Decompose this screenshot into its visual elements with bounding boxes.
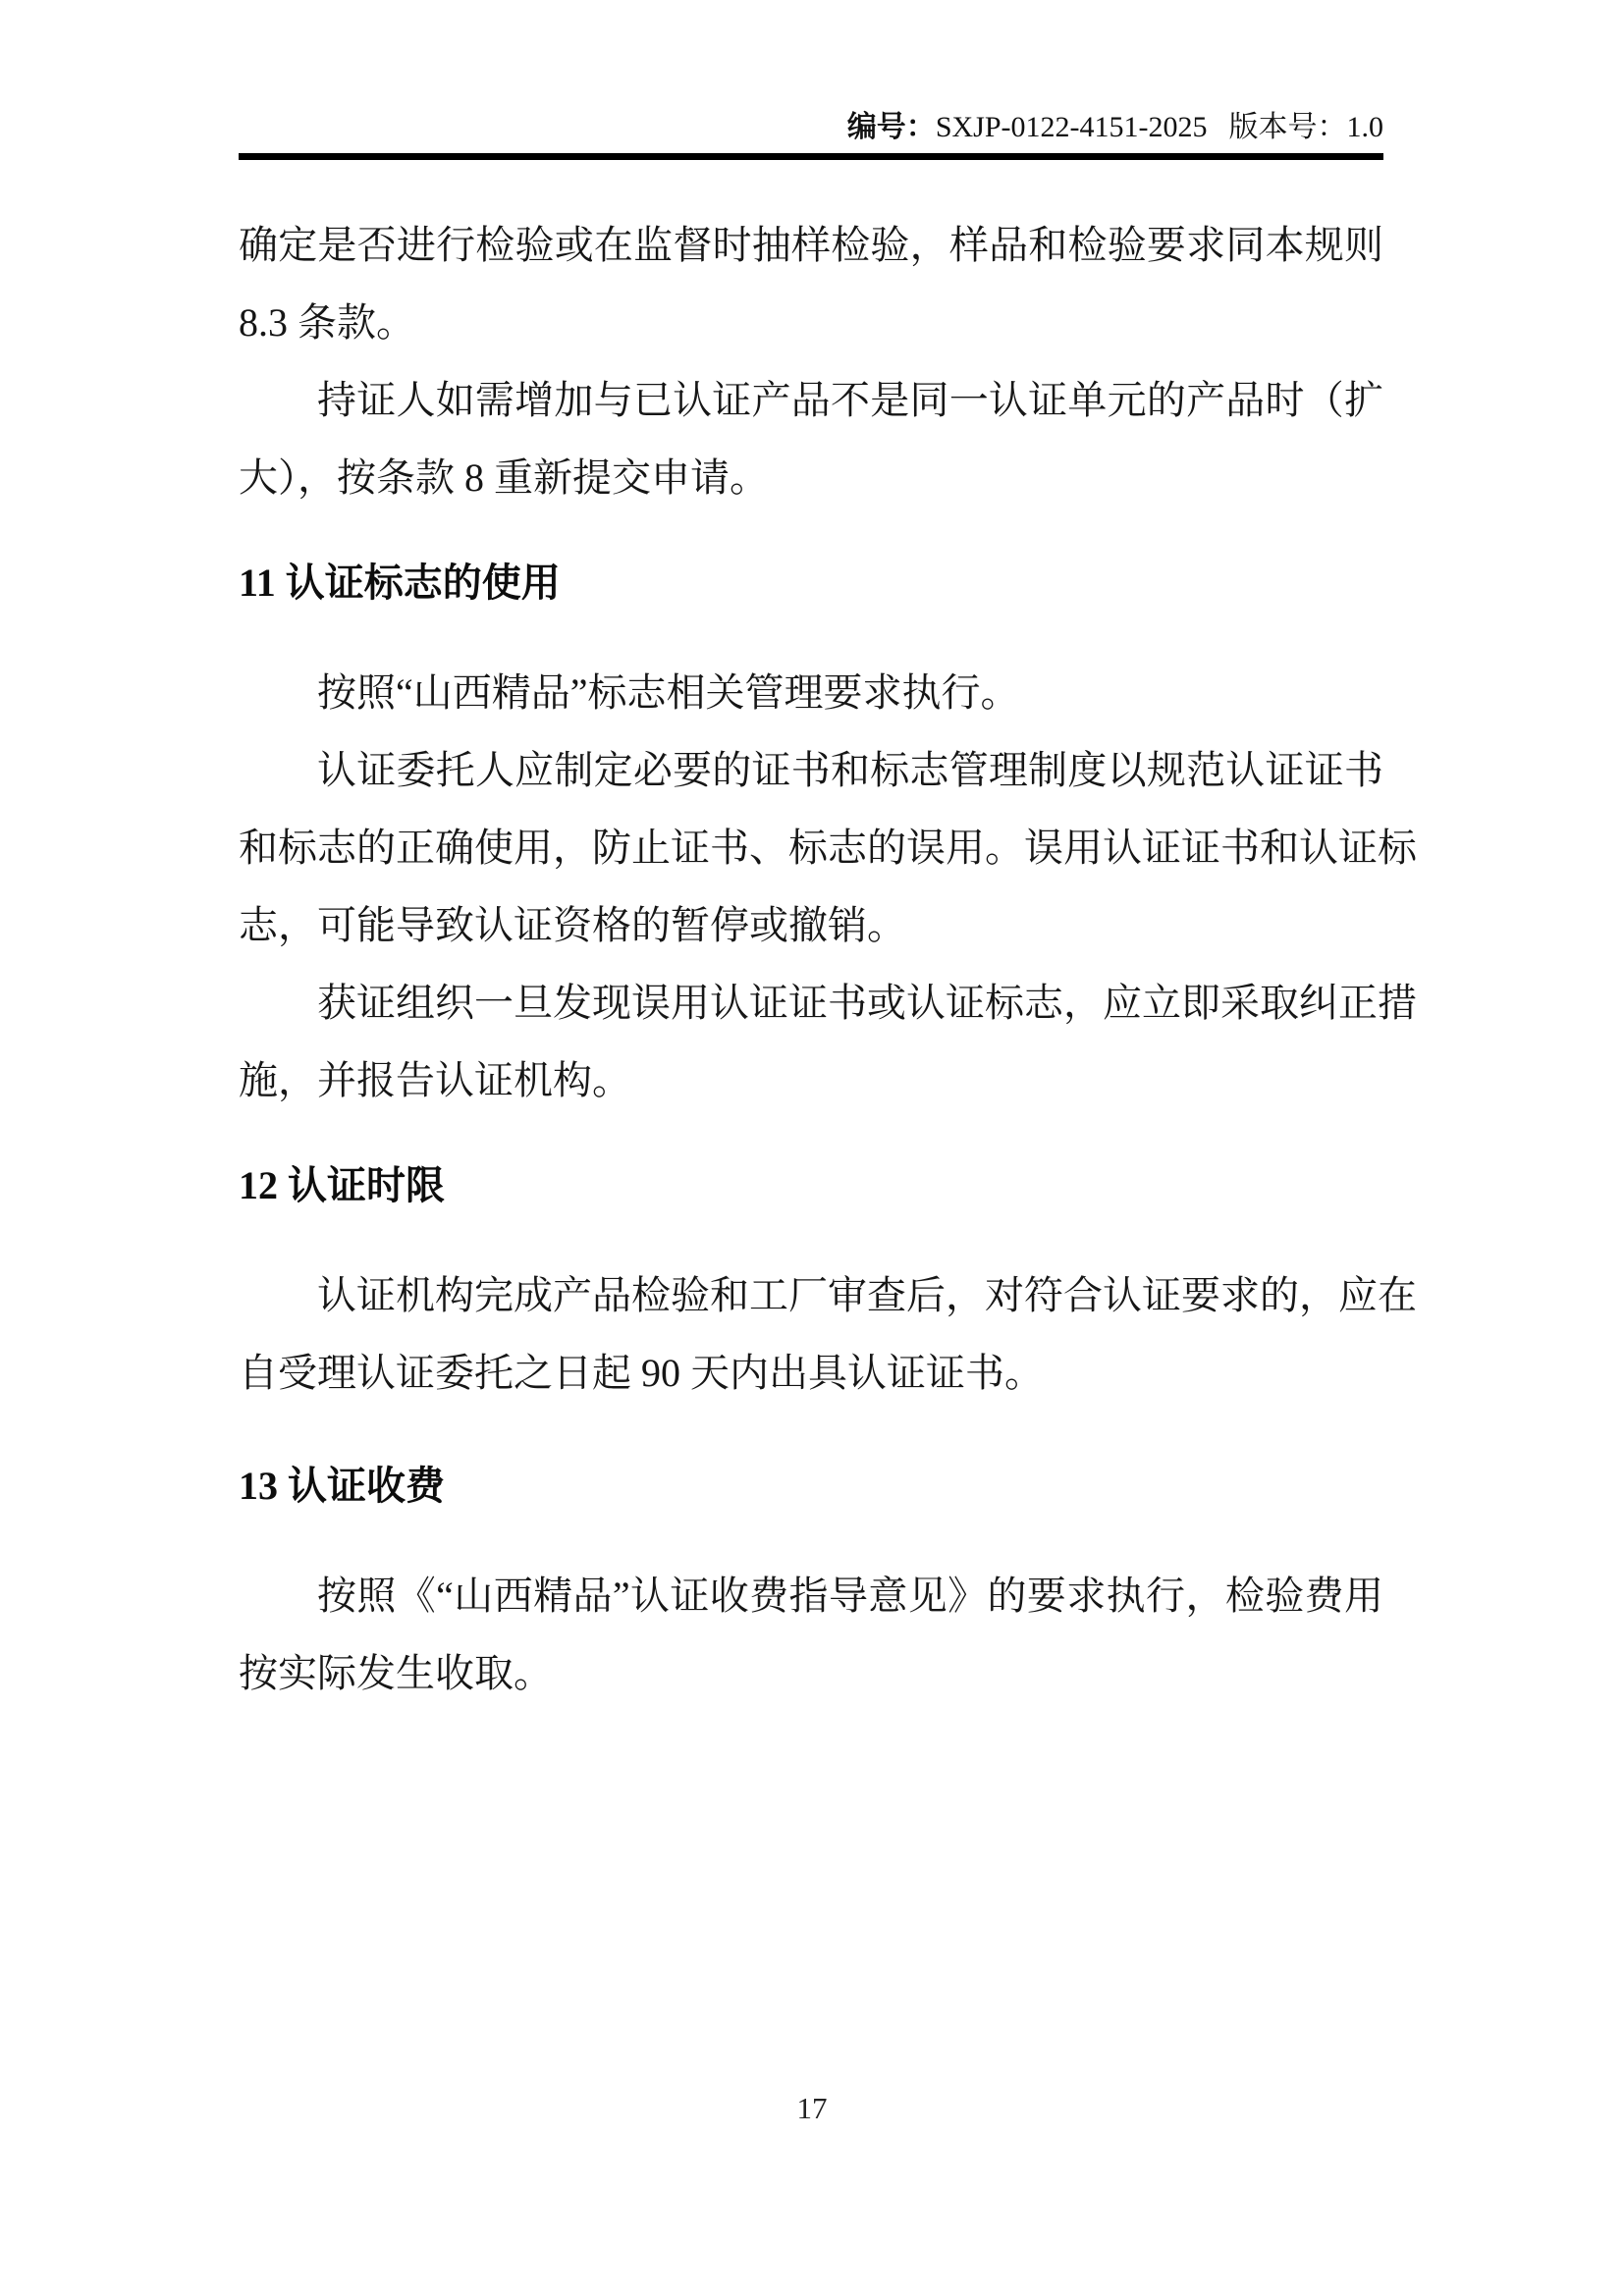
body-line: 按照“山西精品”标志相关管理要求执行。 <box>317 670 1020 715</box>
section-heading-12: 12 认证时限 <box>239 1163 445 1207</box>
doc-code-value: SXJP-0122-4151-2025 <box>935 111 1208 143</box>
paragraph <box>239 731 1417 964</box>
paragraph <box>239 361 1383 516</box>
body-line: 确定是否进行检验或在监督时抽样检验，样品和检验要求同本规则 <box>239 223 1383 267</box>
paragraph <box>239 654 1383 731</box>
body-line: 持证人如需增加与已认证产品不是同一认证单元的产品时（扩 <box>317 378 1383 422</box>
paragraph <box>239 1557 1383 1712</box>
body-line: 按照《“山西精品”认证收费指导意见》的要求执行，检验费用 <box>317 1574 1383 1618</box>
paragraph <box>239 206 1383 361</box>
page-number: 17 <box>796 2091 828 2125</box>
paragraph <box>239 1256 1417 1412</box>
body-line: 认证机构完成产品检验和工厂审查后，对符合认证要求的，应在 <box>317 1273 1417 1317</box>
body-line: 大），按条款 8 重新提交申请。 <box>239 455 769 500</box>
paragraph <box>239 964 1417 1119</box>
body-line: 和标志的正确使用，防止证书、标志的误用。误用认证证书和认证标 <box>239 826 1417 870</box>
body-line: 获证组织一旦发现误用认证证书或认证标志，应立即采取纠正措 <box>317 981 1417 1025</box>
document-body <box>239 159 1417 1712</box>
body-line: 自受理认证委托之日起 90 天内出具认证证书。 <box>239 1351 1044 1395</box>
doc-version-label: 版本号： <box>1228 111 1347 143</box>
body-line: 认证委托人应制定必要的证书和标志管理制度以规范认证证书 <box>317 748 1383 792</box>
section-heading-11: 11 认证标志的使用 <box>239 561 561 605</box>
doc-code-label: 编号： <box>846 111 936 143</box>
body-line: 施，并报告认证机构。 <box>239 1058 631 1102</box>
body-line: 8.3 条款。 <box>239 300 415 345</box>
body-line: 志，可能导致认证资格的暂停或撤销。 <box>239 903 906 947</box>
doc-version-value: 1.0 <box>1346 111 1383 143</box>
page-header <box>847 108 1383 147</box>
body-line: 按实际发生收取。 <box>239 1651 553 1695</box>
section-heading-13: 13 认证收费 <box>239 1464 445 1508</box>
